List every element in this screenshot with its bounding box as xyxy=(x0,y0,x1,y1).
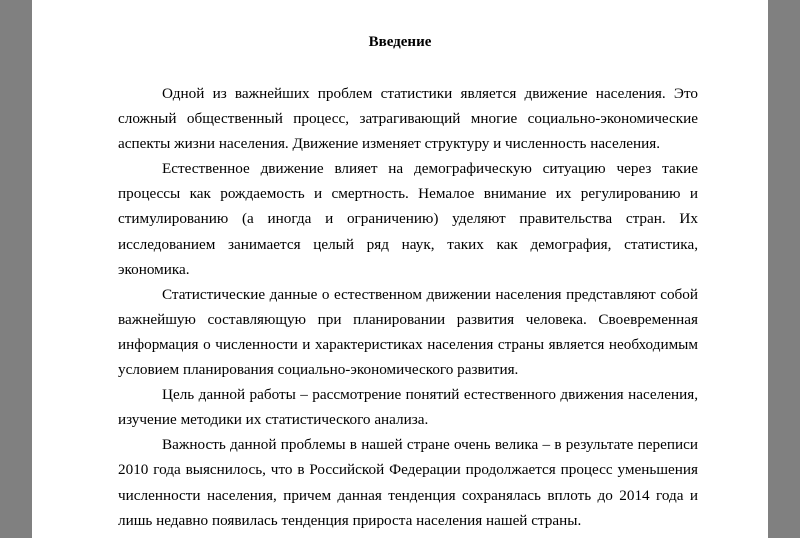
paragraph-2: Естественное движение влияет на демографическую ситуацию через такие процессы как рождаемость и смертность. Немалое внимание их регулированию и стимулированию (а иногда и ограничению) уделяют правительства стран. Их исследованием занимается целый ряд наук, таких как демография, статистика, экономика. xyxy=(118,160,698,278)
document-page xyxy=(32,0,768,538)
document-heading: Введение xyxy=(368,34,432,50)
paragraph-1: Одной из важнейших проблем статистики является движение населения. Это сложный общественный процесс, затрагивающий многие социально-экономические аспекты жизни населения. Движение изменяет структуру и численность населения. xyxy=(118,85,698,153)
paragraph-3: Статистические данные о естественном движении населения представляют собой важнейшую составляющую при планировании развития человека. Своевременная информация о численности и характеристиках населения страны является необходимым условием планирования социально-экономического развития. xyxy=(118,285,698,379)
paragraph-4: Цель данной работы – рассмотрение понятий естественного движения населения, изучение методики их статистического анализа. xyxy=(118,386,698,429)
paragraph-5: Важность данной проблемы в нашей стране очень велика – в результате переписи 2010 года выяснилось, что в Российской Федерации продолжается процесс уменьшения численности населения, причем данная тенденция сохранялась вплоть до 2014 года и лишь недавно появилась тенденция прироста населения нашей страны. xyxy=(118,436,698,529)
document-body xyxy=(118,81,698,533)
